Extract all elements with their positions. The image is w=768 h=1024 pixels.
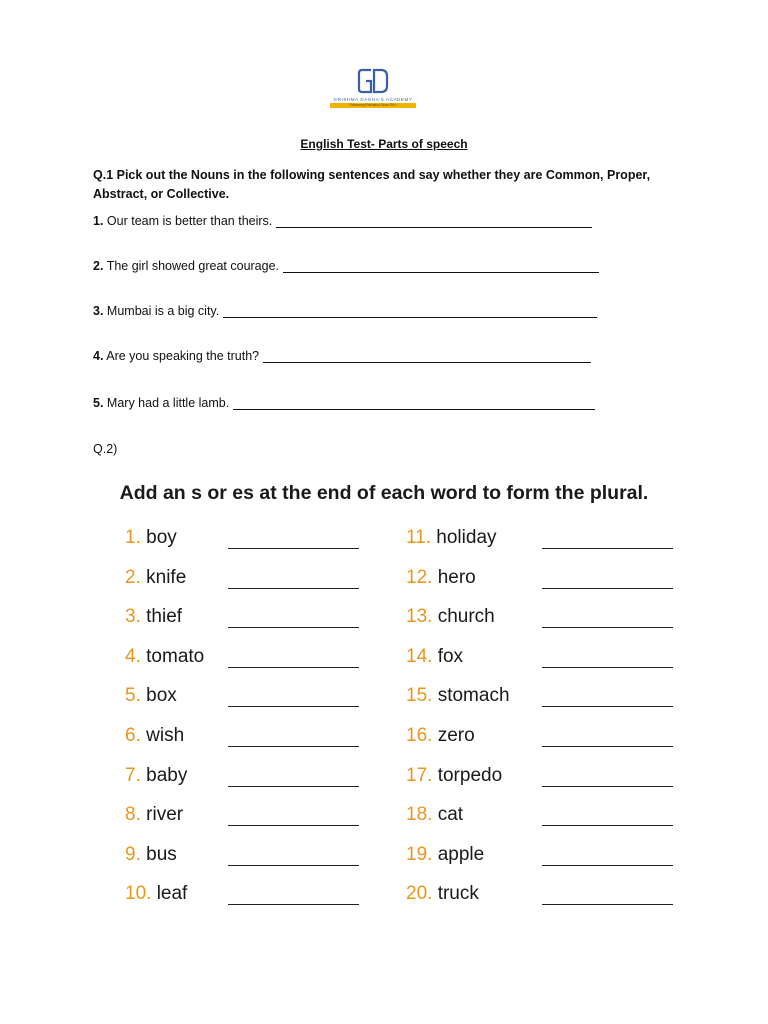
answer-blank[interactable] [542, 746, 673, 747]
answer-blank[interactable] [542, 706, 673, 707]
answer-blank[interactable] [542, 904, 673, 905]
plural-heading: Add an s or es at the end of each word to form the plural. [119, 482, 649, 504]
answer-blank[interactable] [228, 706, 359, 707]
answer-blank[interactable] [228, 865, 359, 866]
sentence-2: 2. The girl showed great courage. [93, 259, 599, 273]
list-item: 14. fox [406, 646, 510, 686]
word-list-right [406, 527, 510, 923]
page-title: English Test- Parts of speech [300, 137, 468, 151]
list-item: 16. zero [406, 725, 510, 765]
answer-blank[interactable] [542, 825, 673, 826]
academy-logo [328, 66, 418, 112]
answer-blank[interactable] [542, 786, 673, 787]
list-item: 2. knife [125, 567, 204, 607]
list-item: 3. thief [125, 606, 204, 646]
sentence-5: 5. Mary had a little lamb. [93, 396, 595, 410]
logo-name: GRISHMA DAGHA'S ACADEMY [333, 97, 413, 102]
answer-line[interactable] [283, 259, 599, 273]
answer-line[interactable] [263, 349, 591, 363]
list-item: 10. leaf [125, 883, 204, 923]
sentence-4: 4. Are you speaking the truth? [93, 349, 591, 363]
answer-blank[interactable] [228, 667, 359, 668]
list-item: 8. river [125, 804, 204, 844]
list-item: 9. bus [125, 844, 204, 884]
answer-blank[interactable] [542, 667, 673, 668]
answer-blank[interactable] [542, 588, 673, 589]
answer-blank[interactable] [228, 786, 359, 787]
answer-line[interactable] [276, 214, 592, 228]
list-item: 15. stomach [406, 685, 510, 725]
list-item: 5. box [125, 685, 204, 725]
list-item: 4. tomato [125, 646, 204, 686]
question-1-prompt: Q.1 Pick out the Nouns in the following sentences and say whether they are Common, Proper, Abstract, or Collective. [93, 168, 651, 201]
question-2-label: Q.2) [93, 442, 118, 456]
list-item: 12. hero [406, 567, 510, 607]
answer-blank[interactable] [228, 548, 359, 549]
gd-monogram-icon [356, 66, 390, 96]
answer-blank[interactable] [228, 746, 359, 747]
list-item: 7. baby [125, 765, 204, 805]
list-item: 20. truck [406, 883, 510, 923]
answer-blank[interactable] [228, 588, 359, 589]
sentence-1: 1. Our team is better than theirs. [93, 214, 592, 228]
answer-blank[interactable] [542, 865, 673, 866]
list-item: 18. cat [406, 804, 510, 844]
list-item: 1. boy [125, 527, 204, 567]
list-item: 19. apple [406, 844, 510, 884]
sentence-3: 3. Mumbai is a big city. [93, 304, 597, 318]
answer-blank[interactable] [228, 627, 359, 628]
list-item: 17. torpedo [406, 765, 510, 805]
answer-line[interactable] [233, 396, 595, 410]
answer-line[interactable] [223, 304, 597, 318]
answer-blank[interactable] [542, 548, 673, 549]
answer-blank[interactable] [228, 904, 359, 905]
logo-tagline: Enhancing Education Since 2010 [330, 103, 416, 108]
list-item: 13. church [406, 606, 510, 646]
list-item: 11. holiday [406, 527, 510, 567]
answer-blank[interactable] [228, 825, 359, 826]
answer-blank[interactable] [542, 627, 673, 628]
list-item: 6. wish [125, 725, 204, 765]
word-list-left [125, 527, 204, 923]
